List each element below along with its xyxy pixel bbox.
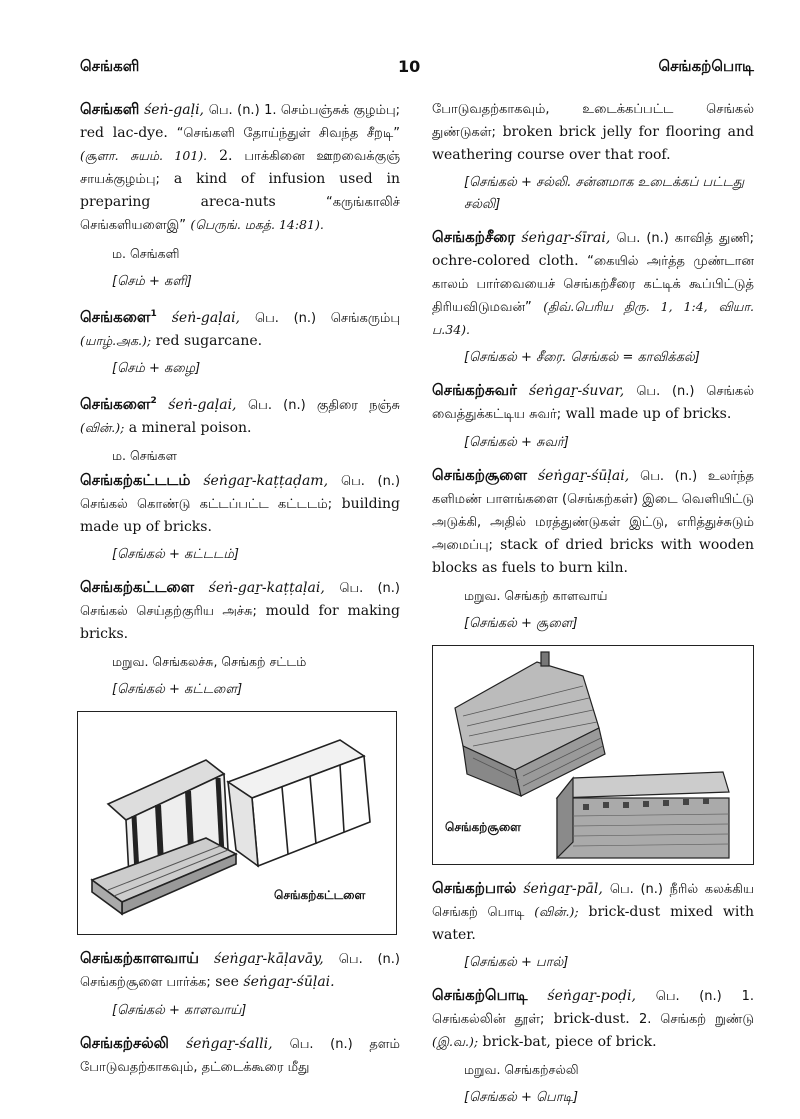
tamil-gloss: போடுவதற்காகவும், உடைக்கப்பட்ட செங்கல் துண்டுகள்; [432,102,754,140]
english-gloss: wall made up of bricks. [565,406,732,422]
tamil-gloss: பெ. (n.) 1. செம்பஞ்சுக் குழம்பு; [208,103,401,118]
english-gloss: ochre-colored cloth. [432,253,579,269]
page-number: 10 [398,57,421,76]
entry-sengarkattalai [80,576,400,645]
entry-sengarsoolai [432,464,754,579]
tamil-gloss: பெ. (n.) செங்கல் செய்தற்குரிய அச்சு; [80,581,400,619]
citation: (திவ்.பெரிய திரு. 1, 1:4, வியா. ப.34). [432,299,755,337]
etymology: [செங்கல் + கட்டளை] [112,682,243,697]
citation: (யாழ்.அக.); [80,333,152,348]
english-gloss: see [215,974,239,990]
english-gloss: mould for making bricks. [80,603,401,642]
entry-sengalai-1 [80,303,400,352]
headword: செங்கற்சூளை [432,466,528,484]
figure-caption: செங்கற்கட்டளை [274,888,366,902]
etymology: [செங்கல் + சுவர்] [464,435,569,450]
synonyms: மறுவ. செங்கற்சல்லி [464,1062,579,1077]
etymology: [செங்கல் + பால்] [464,955,569,970]
headword: செங்களை$^2$ [80,395,157,413]
english-gloss: brick-dust. [553,1011,630,1027]
figure-brick-mould [77,711,397,935]
cross-reference: śeṅgaṟ-śūḷai. [243,974,335,990]
transliteration: śeṅgaṟ-kaṭṭaḍam, [203,473,329,489]
english-gloss: brick-dust mixed with water. [432,904,755,943]
etymology: [செங்கல் + சீரை. செங்கல் = காவிக்கல்] [464,350,700,365]
english-gloss: red lac-dye. [80,125,168,141]
tamil-gloss: பெ. (n.) செங்கரும்பு [255,311,400,326]
homograph-number: 1 [150,309,157,319]
tamil-gloss: பெ. (n.) உலர்ந்த களிமண் பாளங்களை (செங்கற்கள்) இடை வெளியிட்டு அடுக்கி, அதில் மரத்துண்டுகள் இட்டு, எரித்துச்சுடும் அமைப்பு; [432,469,755,553]
header-right-guideword: செங்கற்பொடி [658,57,754,75]
headword: செங்களை$^1$ [80,308,157,326]
transliteration: śeṅgaṟ-śīrai, [521,230,611,246]
entry-sengarsalli-continued [432,98,754,166]
figure-caption: செங்கற்சூளை [445,820,522,834]
tamil-gloss: பெ. (n.) செங்கல் கொண்டு கட்டப்பட்ட கட்டடம்; [80,474,401,512]
transliteration: śeṅ-gaṟ-kaṭṭaḷai, [208,580,325,596]
transliteration: śeṅgaṟ-kāḷavāy, [214,951,324,967]
synonyms: மறுவ. செங்கற் காளவாய் [464,588,608,603]
etymology: [செங்கல் + காளவாய்] [112,1003,247,1018]
sense-1: 1. செங்கல்லின் தூள்; [432,989,755,1027]
header-left-guideword: செங்களி [80,57,140,75]
page-header [0,57,800,83]
etymology: [செங்கல் + கட்டடம்] [112,547,239,562]
tamil-gloss: பெ. (n.) தளம் போடுவதற்காகவும், தட்டைக்கூரை மீது [80,1037,400,1075]
transliteration: śeṅgaṟ-poḍi, [547,988,636,1004]
english-gloss: building made up of bricks. [80,496,401,535]
etymology: [செங்கல் + சூளை] [464,616,578,631]
english-gloss: broken brick jelly for flooring and weathering course over that roof. [432,124,754,163]
figure-brick-kiln [432,645,754,865]
transliteration: śeṅgaṟ-śuvar, [528,383,625,399]
citation: (இ.வ.); [432,1034,479,1049]
english-gloss: a mineral poison. [128,420,252,436]
quotation: “செங்களி தோய்ந்துள் சிவந்த சீறடி” [176,126,400,141]
homograph-number: 2 [150,396,157,406]
tamil-gloss: பெ. (n.) செங்கற்சூளை பார்க்க; [80,952,400,990]
entry-sengarsalli [80,1032,400,1079]
etymology: [செங்கல் + பொடி] [464,1090,579,1105]
entry-sengarpodi [432,984,754,1053]
right-column [432,98,754,1119]
entry-sengarkalavay [80,947,400,994]
english-gloss: a kind of infusion used in preparing areca-nuts [80,171,401,210]
transliteration: śeṅ-gaḷai, [171,310,240,326]
headword: செங்கற்கட்டடம் [80,471,191,489]
etymology: [செங்கல் + சல்லி. சன்னமாக உடைக்கப் பட்டது சல்லி] [464,175,745,212]
tamil-gloss: பெ. (n.) செங்கல் வைத்துக்கட்டிய சுவர்; [432,384,755,422]
quotation: “கருங்காலிச் செங்களியளைஇ” [80,195,400,233]
headword: செங்கற்பொடி [432,986,528,1004]
transliteration: śeṅ-gaḷi, [144,102,204,118]
entry-sengarsuvar [432,379,754,426]
citation: (வின்.); [534,904,579,919]
etymology: [செம் + களி] [112,274,192,289]
transliteration: śeṅgaṟ-pāl, [523,881,603,897]
tamil-gloss: பெ. (n.) காவித் துணி; [616,231,755,246]
transliteration: śeṅgaṟ-śūḷai, [537,468,630,484]
citation: (பெருங். மகத். 14:81). [190,217,324,232]
left-column [80,98,400,1083]
headword: செங்கற்சல்லி [80,1034,169,1052]
cognate: ம. செங்கள [112,448,177,463]
etymology: [செம் + கழை] [112,361,201,376]
synonyms: மறுவ. செங்கலச்சு, செங்கற் சட்டம் [112,654,307,669]
headword: செங்கற்சுவர் [432,381,517,399]
tamil-gloss: பெ. (n.) [655,989,722,1004]
transliteration: śeṅ-gaḷai, [168,397,237,413]
citation: (சூளா. சுயம். 101). [80,148,208,163]
english-gloss: red sugarcane. [155,333,263,349]
headword: செங்கற்சீரை [432,228,516,246]
tamil-gloss: பெ. (n.) குதிரை நஞ்சு [248,398,400,413]
headword: செங்கற்காளவாய் [80,949,199,967]
tamil-gloss: பெ. (n.) நீரில் கலக்கிய செங்கற் பொடி [432,882,754,920]
tamil-gloss: பாக்கினை ஊறவைக்குஞ் சாயக்குழம்பு; [80,149,401,187]
headword: செங்கற்கட்டளை [80,578,195,596]
entry-sengarpal [432,877,754,946]
entry-sengalai-2 [80,390,400,439]
english-gloss: brick-bat, piece of brick. [482,1034,657,1050]
entry-sengarkattadam [80,469,400,538]
headword: செங்களி [80,100,140,118]
cognate: ம. செங்களி [112,246,180,261]
entry-sengali [80,98,400,237]
citation: (வின்.); [80,420,125,435]
english-gloss: stack of dried bricks with wooden blocks as fuels to burn kiln. [432,537,754,576]
quotation: “கையில் அர்த்த முண்டான காலம் பார்வையைச் செங்கற்சீரை கட்டிக் கூப்பிட்டுத் திரியவிடுமவன்” [432,254,754,315]
sense-number: 2. [219,148,233,164]
sense-2: 2. செங்கற் றுண்டு [638,1012,754,1027]
headword: செங்கற்பால் [432,879,517,897]
transliteration: śeṅgaṟ-śalli, [185,1036,273,1052]
entry-sengarseerai [432,226,754,341]
